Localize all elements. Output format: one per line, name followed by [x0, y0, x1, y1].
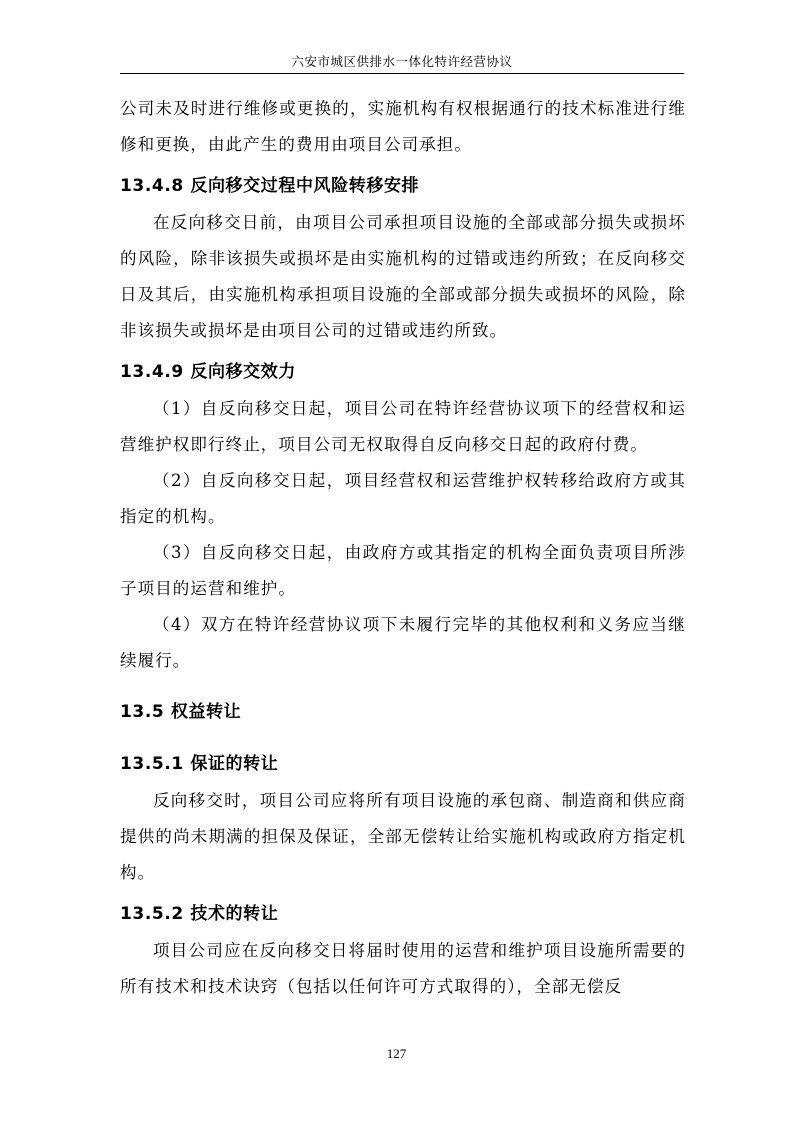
list-item-2: （2）自反向移交日起，项目经营权和运营维护权转移给政府方或其指定的机构。 — [120, 471, 686, 526]
paragraph-warranty-transfer: 反向移交时，项目公司应将所有项目设施的承包商、制造商和供应商提供的尚未期满的担保及保证，全部无偿转让给实施机构或政府方指定机构。 — [120, 791, 686, 882]
heading-13-4-8: 13.4.8 反向移交过程中风险转移安排 — [120, 176, 420, 196]
heading-13-5-1: 13.5.1 保证的转让 — [120, 754, 279, 774]
list-item-4: （4）双方在特许经营协议项下未履行完毕的其他权利和义务应当继续履行。 — [120, 615, 686, 670]
heading-13-5: 13.5 权益转让 — [120, 702, 242, 722]
heading-13-5-2: 13.5.2 技术的转让 — [120, 904, 279, 924]
list-item-1: （1）自反向移交日起，项目公司在特许经营协议项下的经营权和运营维护权即行终止，项目公司无权取得自反向移交日起的政府付费。 — [120, 399, 686, 454]
paragraph-technology-transfer: 项目公司应在反向移交日将届时使用的运营和维护项目设施所需要的所有技术和技术诀窍（包括以任何许可方式取得的），全部无偿反 — [120, 941, 686, 996]
header-rule — [120, 73, 684, 74]
paragraph-risk-transfer: 在反向移交日前，由项目公司承担项目设施的全部或部分损失或损坏的风险，除非该损失或损坏是由实施机构的过错或违约所致；在反向移交日及其后，由实施机构承担项目设施的全部或部分损失或损坏的风险，除非该损失或损坏是由项目公司的过错或违约所致。 — [120, 213, 686, 340]
heading-13-4-9: 13.4.9 反向移交效力 — [120, 362, 296, 382]
page-number: 127 — [386, 1046, 407, 1061]
paragraph-continued: 公司未及时进行维修或更换的，实施机构有权根据通行的技术标准进行维修和更换，由此产生的费用由项目公司承担。 — [120, 99, 686, 154]
page-content — [120, 91, 686, 1005]
list-item-3: （3）自反向移交日起，由政府方或其指定的机构全面负责项目所涉子项目的运营和维护。 — [120, 543, 686, 598]
running-header: 六安市城区供排水一体化特许经营协议 — [291, 54, 513, 69]
